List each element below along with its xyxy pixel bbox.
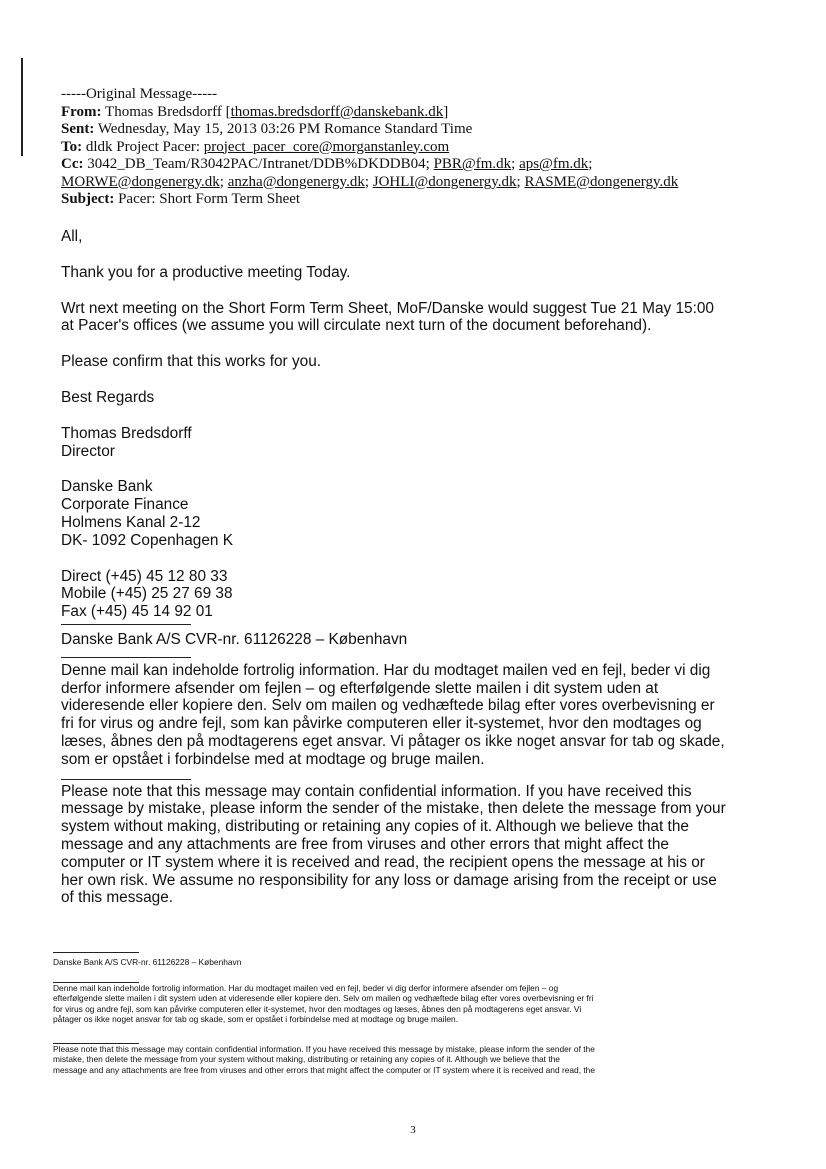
footer-company-registration: Danske Bank A/S CVR-nr. 61126228 – København [53, 957, 242, 967]
cc-line-1: Cc: 3042_DB_Team/R3042PAC/Intranet/DDB%DKDDB04; PBR@fm.dk; aps@fm.dk; [61, 156, 593, 172]
sent-label: Sent: [61, 121, 95, 137]
address-line: DK- 1092 Copenhagen K [61, 531, 233, 549]
footer-line: message and any attachments are free from viruses and other errors that might affect the computer or IT system where it is received and read, the [53, 1064, 595, 1075]
address-block [61, 478, 781, 549]
paragraph-next-meeting [61, 300, 781, 336]
greeting: All, [61, 228, 83, 245]
disclaimer-line: læses, åbnes den på modtagerens eget ansvar. Vi påtager os ikke noget ansvar for tab og skade, [61, 732, 725, 750]
from-name: Thomas Bredsdorff [105, 103, 222, 120]
divider [61, 624, 191, 625]
disclaimer-line: Denne mail kan indeholde fortrolig information. Har du modtaget mailen ved en fejl, beder vi dig [61, 661, 711, 679]
to-email-link[interactable]: project_pacer_core@morganstanley.com [203, 138, 450, 155]
disclaimer-line: message by mistake, please inform the sender of the mistake, then delete the message from your [61, 800, 726, 818]
paragraph-confirm: Please confirm that this works for you. [61, 353, 322, 371]
disclaimer-line: derfor informere afsender om fejlen – og efterfølgende slette mailen i dit system uden at [61, 679, 659, 697]
signature [61, 425, 781, 461]
footer-line: mistake, then delete the message from your system without making, distributing or retaining any copies of it. Although we believe that the [53, 1054, 560, 1065]
cc-email-link[interactable]: MORWE@dongenergy.dk [61, 173, 220, 190]
divider [53, 952, 139, 953]
divider [61, 779, 191, 780]
divider [61, 657, 191, 658]
footer-line: efterfølgende slette mailen i dit system uden at videresende eller kopiere den. Selv om mailen og vedhæftede bilag efter vores overbevisning er fri [53, 993, 594, 1004]
cc-email-link[interactable]: PBR@fm.dk [433, 156, 512, 172]
subject-value: Pacer: Short Form Term Sheet [118, 191, 301, 207]
footer-line: Denne mail kan indeholde fortrolig information. Har du modtaget mailen ved en fejl, beder vi dig derfor informere afsender om fejlen – og [53, 983, 559, 993]
danish-disclaimer [61, 662, 781, 769]
phone-block [61, 568, 781, 621]
sent-line [61, 121, 781, 139]
cc-email-link[interactable]: RASME@dongenergy.dk [524, 173, 679, 190]
address-line: Corporate Finance [61, 496, 189, 514]
disclaimer-line: of this message. [61, 889, 174, 907]
disclaimer-line: computer or IT system where it is received and read, the recipient opens the message at his or [61, 853, 705, 871]
english-disclaimer [61, 783, 781, 908]
address-line: Holmens Kanal 2-12 [61, 513, 201, 531]
phone-line: Mobile (+45) 25 27 69 38 [61, 585, 233, 603]
cc-email-link[interactable]: aps@fm.dk [519, 156, 589, 172]
disclaimer-line: fri for virus og andre fejl, som kan påvirke computeren eller it-systemet, hvor den modtages og [61, 715, 702, 733]
footer-danish-disclaimer [53, 982, 763, 1025]
disclaimer-line: Please note that this message may contain confidential information. If you have received this [61, 782, 692, 800]
closing: Best Regards [61, 388, 155, 406]
subject-label: Subject: [61, 191, 115, 207]
sent-value: Wednesday, May 15, 2013 03:26 PM Romance Standard Time [97, 121, 473, 137]
footer-line: for virus og andre fejl, som kan påvirke computeren eller it-systemet, hvor den modtages og læses, åbnes den på modtagerens eget ansvar. Vi [53, 1003, 582, 1014]
to-label: To: [61, 138, 83, 155]
footer-english-disclaimer [53, 1043, 763, 1075]
paragraph-line: at Pacer's offices (we assume you will circulate next turn of the document beforehand). [61, 317, 652, 335]
disclaimer-line: system without making, distributing or retaining any copies of it. Although we believe that the [61, 818, 689, 836]
signature-name: Thomas Bredsdorff [61, 424, 192, 442]
cc-email-link[interactable]: JOHLI@dongenergy.dk [372, 173, 517, 190]
paragraph-line: Wrt next meeting on the Short Form Term Sheet, MoF/Danske would suggest Tue 21 May 15:00 [61, 299, 714, 317]
footer-line: Please note that this message may contain confidential information. If you have received this message by mistake, please inform the sender of the [53, 1044, 595, 1054]
phone-line: Fax (+45) 45 14 92 01 [61, 603, 213, 621]
signature-title: Director [61, 442, 115, 460]
footer-registration-block [53, 952, 763, 967]
paragraph-thanks: Thank you for a productive meeting Today. [61, 263, 351, 281]
cc-label: Cc: [61, 156, 84, 172]
from-label: From: [61, 103, 102, 120]
from-line: From: Thomas Bredsdorff [thomas.bredsdorff@danskebank.dk] [61, 103, 449, 120]
disclaimer-line: som er opstået i forbindelse med at modtage og bruge mailen. [61, 750, 485, 768]
disclaimer-line: message and any attachments are free from viruses and other errors that might affect the [61, 835, 669, 853]
footer-line: påtager os ikke noget ansvar for tab og skade, som er opstået i forbindelse med at modtage og bruge mailen. [53, 1014, 459, 1025]
subject-line [61, 191, 781, 209]
cc-plain: 3042_DB_Team/R3042PAC/Intranet/DDB%DKDDB04; [87, 156, 430, 172]
email-body [61, 228, 781, 907]
page-number: 3 [410, 1124, 416, 1136]
scan-edge-mark [21, 58, 23, 156]
cc-line-2: MORWE@dongenergy.dk; anzha@dongenergy.dk; JOHLI@dongenergy.dk; RASME@dongenergy.dk [61, 173, 679, 190]
to-name: dldk Project Pacer: [85, 138, 201, 155]
to-line [61, 139, 781, 157]
cc-email-link[interactable]: anzha@dongenergy.dk [227, 173, 365, 190]
company-registration: Danske Bank A/S CVR-nr. 61126228 – København [61, 630, 408, 648]
disclaimer-line: her own risk. We assume no responsibility for any loss or damage arising from the receipt or use [61, 871, 717, 889]
from-email-link[interactable]: thomas.bredsdorff@danskebank.dk [230, 103, 444, 120]
original-message-line: -----Original Message----- [61, 86, 218, 102]
address-line: Danske Bank [61, 478, 153, 496]
phone-line: Direct (+45) 45 12 80 33 [61, 567, 228, 585]
email-header [61, 86, 781, 209]
disclaimer-line: videresende eller kopiere den. Selv om mailen og vedhæftede bilag efter vores overbevisning er [61, 697, 715, 715]
